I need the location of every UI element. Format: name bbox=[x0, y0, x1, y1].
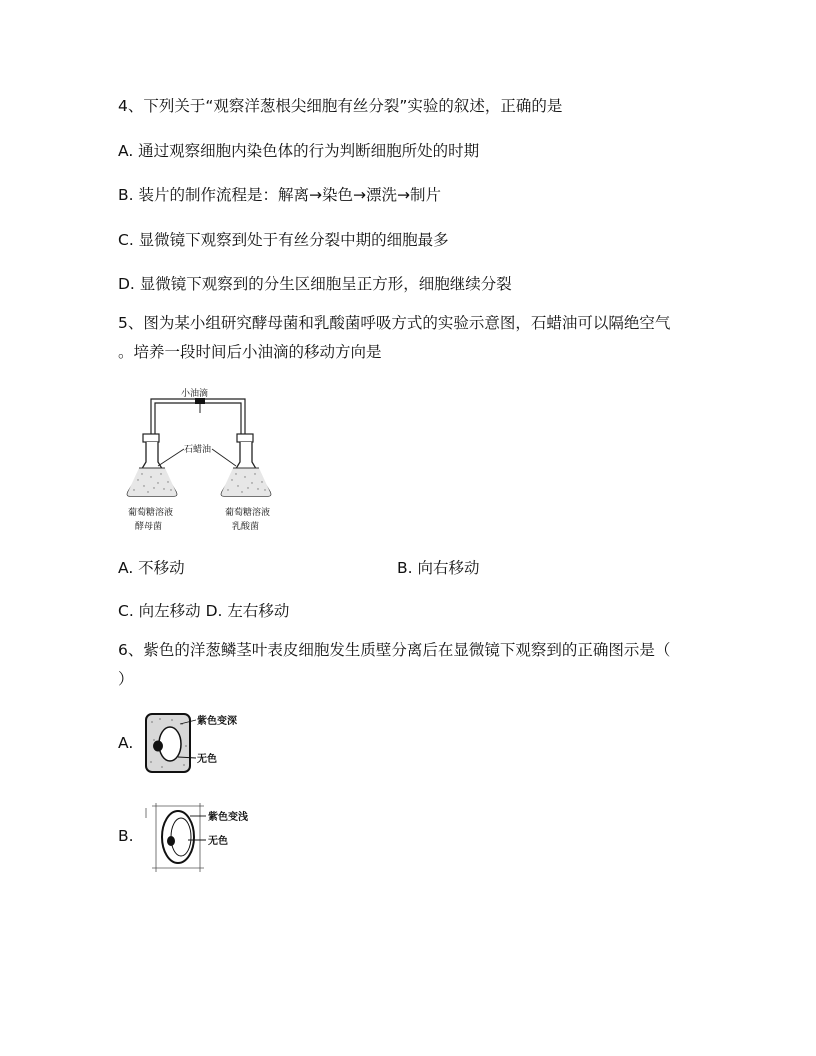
q5-option-a: A. 不移动 bbox=[118, 559, 185, 577]
q6-option-b-letter: B. bbox=[118, 827, 134, 845]
q4-option-d: D. 显微镜下观察到的分生区细胞呈正方形，细胞继续分裂 bbox=[118, 275, 512, 293]
q4-option-a: A. 通过观察细胞内染色体的行为判断细胞所处的时期 bbox=[118, 142, 480, 160]
label-purple-lighter: 紫色变浅 bbox=[208, 812, 248, 823]
q6-option-a-letter: A. bbox=[118, 734, 134, 752]
q6-stem-line2: ） bbox=[118, 670, 134, 688]
left-flask bbox=[127, 434, 176, 496]
right-flask-caption-2: 乳酸菌 bbox=[232, 522, 260, 532]
connecting-tube bbox=[151, 399, 245, 434]
right-flask bbox=[221, 434, 270, 496]
right-flask-caption-1: 葡萄糖溶液 bbox=[225, 508, 271, 518]
oil-drop-label: 小油滴 bbox=[181, 389, 209, 399]
q5-option-cd: C. 向左移动 D. 左右移动 bbox=[118, 602, 290, 620]
q4-option-c: C. 显微镜下观察到处于有丝分裂中期的细胞最多 bbox=[118, 231, 449, 249]
paraffin-pointer-left bbox=[158, 449, 184, 466]
q4-option-b: B. 装片的制作流程是：解离→染色→漂洗→制片 bbox=[118, 186, 441, 204]
nucleus bbox=[167, 836, 175, 846]
nucleus bbox=[153, 741, 163, 752]
q5-stem-line2: 。培养一段时间后小油滴的移动方向是 bbox=[118, 343, 382, 361]
paraffin-pointer-right bbox=[212, 449, 236, 466]
cell-diagram-b bbox=[142, 800, 254, 876]
label-purple-deeper: 紫色变深 bbox=[197, 716, 237, 727]
label-colorless-a: 无色 bbox=[197, 754, 217, 765]
cell-diagram-a bbox=[142, 710, 254, 776]
left-flask-caption-1: 葡萄糖溶液 bbox=[128, 508, 174, 518]
left-flask-caption-2: 酵母菌 bbox=[135, 522, 163, 532]
q6-stem-line1: 6、紫色的洋葱鳞茎叶表皮细胞发生质壁分离后在显微镜下观察到的正确图示是（ bbox=[118, 641, 671, 659]
vacuole bbox=[171, 818, 191, 856]
q4-stem: 4、下列关于“观察洋葱根尖细胞有丝分裂”实验的叙述，正确的是 bbox=[118, 97, 563, 115]
q5-stem-line1: 5、图为某小组研究酵母菌和乳酸菌呼吸方式的实验示意图，石蜡油可以隔绝空气 bbox=[118, 314, 671, 332]
respiration-apparatus-diagram bbox=[118, 382, 288, 540]
label-colorless-b: 无色 bbox=[208, 836, 228, 847]
paraffin-label: 石蜡油 bbox=[184, 445, 212, 455]
q5-option-b: B. 向右移动 bbox=[397, 559, 480, 577]
